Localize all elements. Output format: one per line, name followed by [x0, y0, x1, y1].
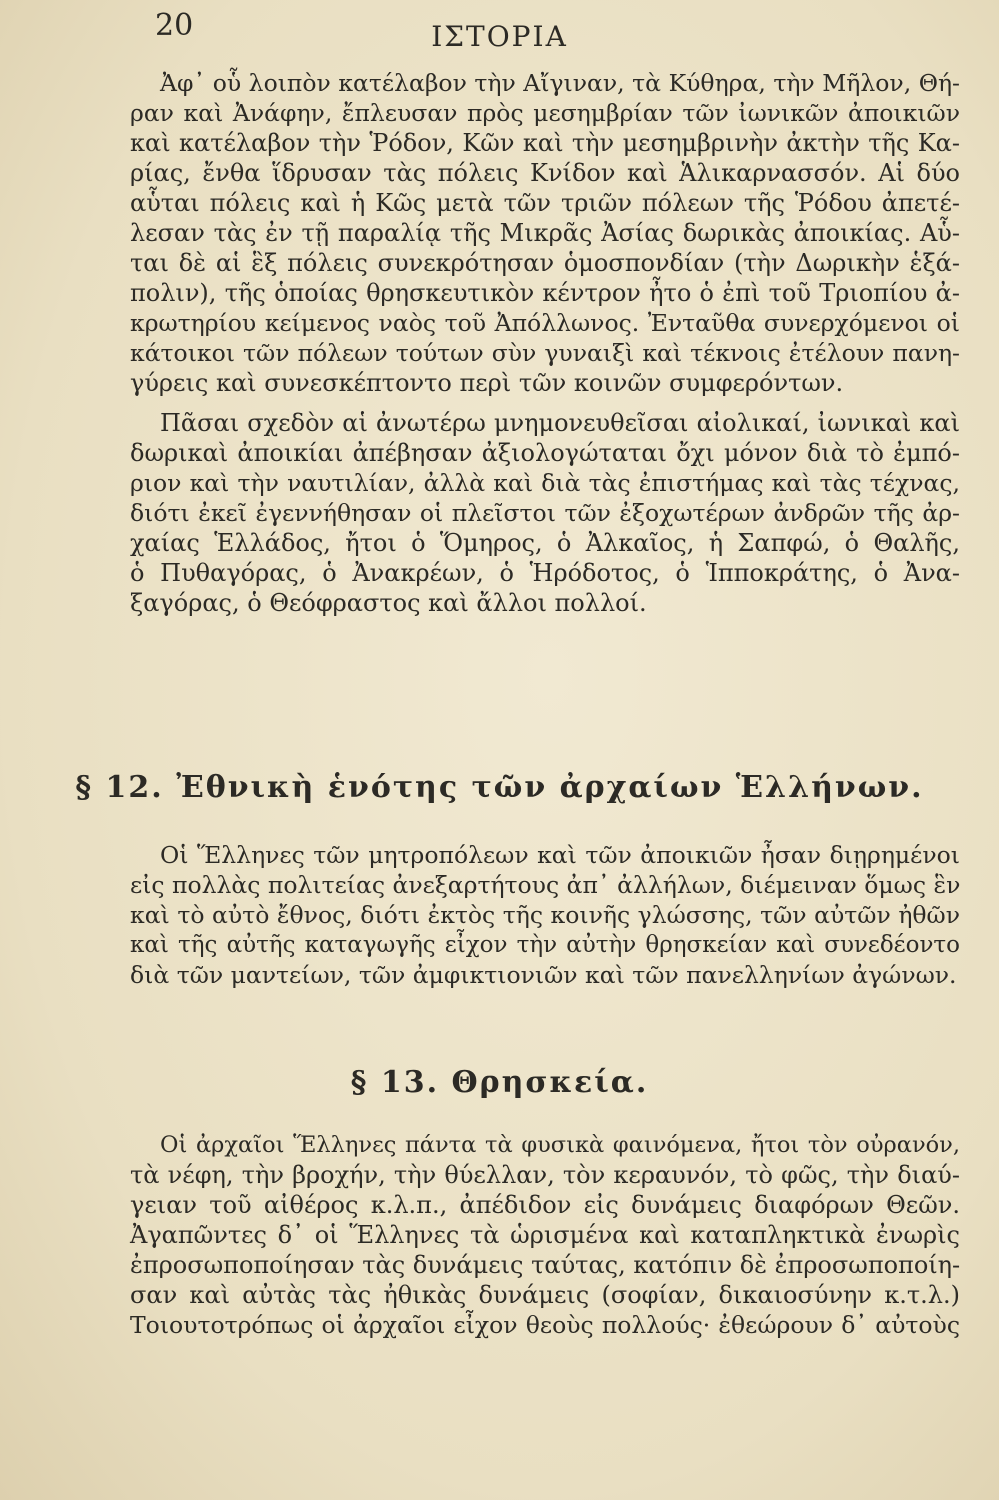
text-line: καὶ κατέλαβον τὴν Ῥόδον, Κῶν καὶ τὴν μεσημβρινὴν ἀκτὴν τῆς Κα- [130, 129, 960, 157]
text-line: καὶ τὸ αὐτὸ ἔθνος, διότι ἐκτὸς τῆς κοινῆς γλώσσης, τῶν αὐτῶν ἠθῶν [130, 901, 960, 929]
text-line: κάτοικοι τῶν πόλεων τούτων σὺν γυναιξὶ καὶ τέκνοις ἐτέλουν πανη- [130, 339, 960, 367]
text-line: Τοιουτοτρόπως οἱ ἀρχαῖοι εἶχον θεοὺς πολλούς· ἐθεώρουν δ᾽ αὐτοὺς [130, 1311, 960, 1339]
text-line: Οἱ ἀρχαῖοι Ἕλληνες πάντα τὰ φυσικὰ φαινόμενα, ἤτοι τὸν οὐρανόν, [160, 1132, 960, 1158]
page-number: 20 [155, 8, 194, 43]
text-line: λεσαν τὰς ἐν τῇ παραλίᾳ τῆς Μικρᾶς Ἀσίας δωρικὰς ἀποικίας. Αὗ- [130, 219, 960, 247]
text-line: ξαγόρας, ὁ Θεόφραστος καὶ ἄλλοι πολλοί. [130, 589, 647, 617]
text-line: καὶ τῆς αὐτῆς καταγωγῆς εἶχον τὴν αὐτὴν θρησκείαν καὶ συνεδέοντο [130, 932, 960, 958]
paragraph-national-unity [130, 840, 960, 990]
paragraph-religion [130, 1130, 960, 1340]
running-title: ΙΣΤΟΡΙΑ [431, 20, 568, 53]
text-line: σαν καὶ αὐτὰς τὰς ἠθικὰς δυνάμεις (σοφίαν, δικαιοσύνην κ.τ.λ.) [130, 1281, 960, 1309]
text-line: εἰς πολλὰς πολιτείας ἀνεξαρτήτους ἀπ᾽ ἀλλήλων, διέμειναν ὅμως ἓν [130, 871, 961, 899]
text-line: Πᾶσαι σχεδὸν αἱ ἀνωτέρω μνημονευθεῖσαι αἰολικαί, ἰωνικαὶ καὶ [160, 409, 960, 437]
text-line: ριον καὶ τὴν ναυτιλίαν, ἀλλὰ καὶ διὰ τὰς ἐπιστήμας καὶ τὰς τέχνας, [130, 469, 960, 497]
text-line: ται δὲ αἱ ἓξ πόλεις συνεκρότησαν ὁμοσπονδίαν (τὴν Δωρικὴν ἑξά- [130, 249, 960, 277]
text-line: Ἀφ᾽ οὗ λοιπὸν κατέλαβον τὴν Αἴγιναν, τὰ Κύθηρα, τὴν Μῆλον, Θή- [160, 69, 960, 97]
text-line: Ἀγαπῶντες δ᾽ οἱ Ἕλληνες τὰ ὡρισμένα καὶ καταπληκτικὰ ἐνωρὶς [130, 1221, 960, 1249]
text-line: τὰ νέφη, τὴν βροχήν, τὴν θύελλαν, τὸν κεραυνόν, τὸ φῶς, τὴν διαύ- [130, 1161, 960, 1189]
text-line: γειαν τοῦ αἰθέρος κ.λ.π., ἀπέδιδον εἰς δυνάμεις διαφόρων Θεῶν. [130, 1191, 960, 1219]
text-line: διότι ἐκεῖ ἐγεννήθησαν οἱ πλεῖστοι τῶν ἐξοχωτέρων ἀνδρῶν τῆς ἀρ- [130, 499, 960, 527]
text-line: πολιν), τῆς ὁποίας θρησκευτικὸν κέντρον ἦτο ὁ ἐπὶ τοῦ Τριοπίου ἀ- [130, 279, 960, 307]
section-heading-13: § 13. Θρησκεία. [350, 1065, 649, 1100]
text-line: αὗται πόλεις καὶ ἡ Κῶς μετὰ τῶν τριῶν πόλεων τῆς Ῥόδου ἀπετέ- [130, 189, 960, 217]
text-line: ρίας, ἔνθα ἵδρυσαν τὰς πόλεις Κνίδον καὶ Ἁλικαρνασσόν. Αἱ δύο [130, 159, 960, 187]
paragraph-colonies [130, 68, 960, 398]
text-line: διὰ τῶν μαντείων, τῶν ἀμφικτιονιῶν καὶ τῶν πανελληνίων ἀγώνων. [130, 961, 957, 989]
text-line: χαίας Ἑλλάδος, ἤτοι ὁ Ὅμηρος, ὁ Ἀλκαῖος, ἡ Σαπφώ, ὁ Θαλῆς, [130, 529, 960, 557]
text-line: ὁ Πυθαγόρας, ὁ Ἀνακρέων, ὁ Ἡρόδοτος, ὁ Ἱπποκράτης, ὁ Ἀνα- [130, 559, 960, 587]
text-line: κρωτηρίου κείμενος ναὸς τοῦ Ἀπόλλωνος. Ἐνταῦθα συνερχόμενοι οἱ [130, 309, 960, 337]
text-line: γύρεις καὶ συνεσκέπτοντο περὶ τῶν κοινῶν συμφερόντων. [130, 369, 844, 397]
text-line: Οἱ Ἕλληνες τῶν μητροπόλεων καὶ τῶν ἀποικιῶν ἦσαν διῃρημένοι [160, 841, 960, 869]
text-line: ραν καὶ Ἀνάφην, ἔπλευσαν πρὸς μεσημβρίαν τῶν ἰωνικῶν ἀποικιῶν [130, 99, 960, 127]
section-heading-12: § 12. Ἐθνικὴ ἑνότης τῶν ἀρχαίων Ἑλλήνων. [75, 770, 924, 805]
paragraph-famous-men [130, 408, 960, 618]
text-line: ἐπροσωποποίησαν τὰς δυνάμεις ταύτας, κατόπιν δὲ ἐπροσωποποίη- [130, 1251, 961, 1279]
text-line: δωρικαὶ ἀποικίαι ἀπέβησαν ἀξιολογώταται ὄχι μόνον διὰ τὸ ἐμπό- [130, 439, 960, 467]
